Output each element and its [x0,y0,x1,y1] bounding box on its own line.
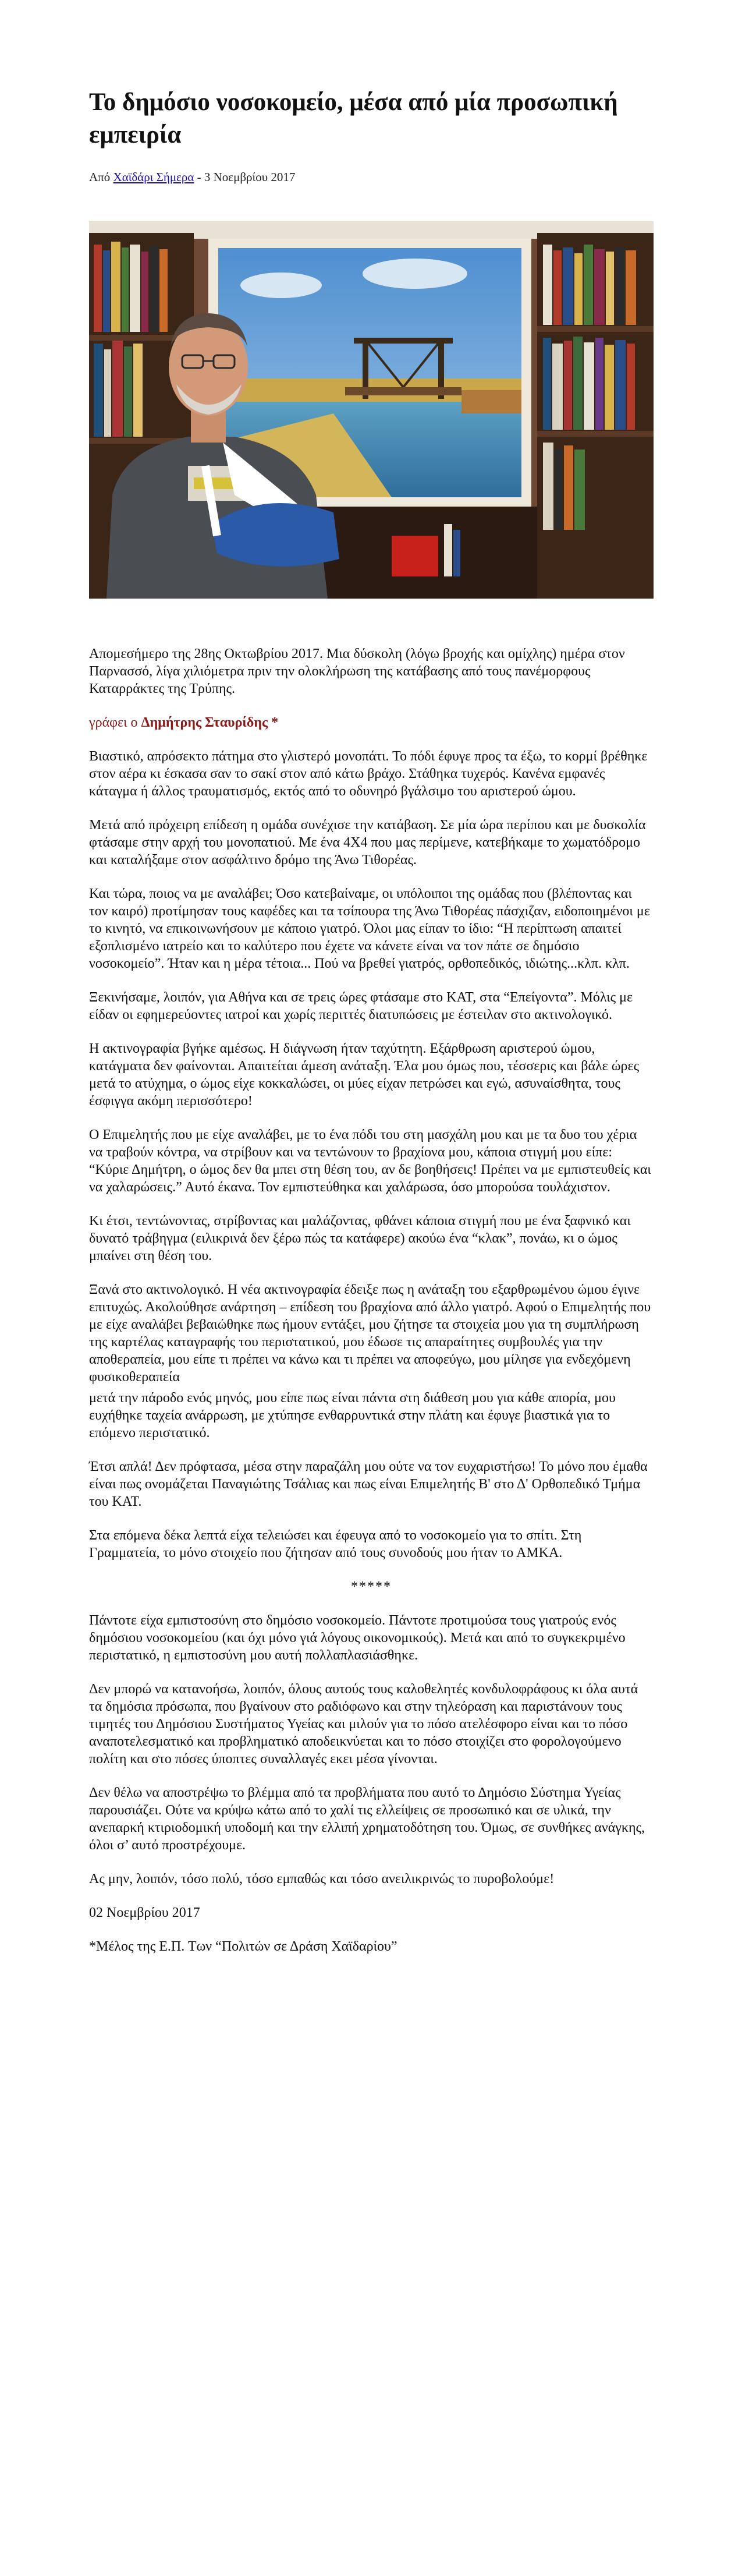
body-paragraph: Δεν μπορώ να κατανοήσω, λοιπόν, όλους αυτούς τους καλοθελητές κονδυλοφράφους κι όλα αυτά τα δημόσια πρόσωπα, που βγαίνουν στο ραδιόφωνο και στην τηλεόραση και παριστάνουν τους τιμητές του Δημόσιου Συστήματος Υγείας και μιλούν για το πόσο ατελέσφορο είναι και το πόσο αναποτελεσματικό και προβληματικό αποδεικνύεται και το πόσο στοιχίζει στο φορολογούμενο πολίτη και στο πόσες ύποπτες συναλλαγές εκει μέσα γίνονται. [89,1682,638,1767]
body-paragraph: Μετά από πρόχειρη επίδεση η ομάδα συνέχισε την κατάβαση. Σε μία ώρα περίπου και με δυσκολία φτάσαμε στην αρχή του μονοπατιού. Με ένα 4Χ4 που μας περίμενε, κατεβήκαμε το χωματόδρομο και καταλήξαμε στον ασφάλτινο δρόμο της Άνω Τιθορέας. [89,818,646,868]
body-paragraph: Η ακτινογραφία βγήκε αμέσως. Η διάγνωση ήταν ταχύτητη. Εξάρθρωση αριστερού ώμου, κατάγματα δεν φαίνονται. Απαιτείται άμεση ανάταξη. Έλα μου όμως που, τέσσερις και βάλε ώρες μετά το ατύχημα, ο ώμος είχε κοκκαλώσει, οι μύες είχαν πετρώσει και εγώ, ασυναίσθητα, τους έσφιγγα ακόμη περισσότερο! [89,1041,640,1109]
byline [89,169,295,185]
article-photo [89,221,654,599]
body-paragraph: μετά την πάροδο ενός μηνός, μου είπε πως είναι πάντα στη διάθεση μου για κάθε απορία, μου ευχήθηκε ταχεία ανάρρωση, με χτύπησε ενθαρρυντικά στην πλάτη και έφυγε βιαστικά για το επόμενο περιστατικό. [89,1390,616,1441]
body-paragraph: Πάντοτε είχα εμπιστοσύνη στο δημόσιο νοσοκομείο. Πάντοτε προτιμούσα τους γιατρούς ενός δημόσιου νοσοκομείου (και όχι μόνο γιά λόγους οικονομικούς). Μετά και από το συγκεκριμένο περιστατικό, η εμπιστοσύνη μου αυτή πολλαπλασιάσθηκε. [89,1613,626,1663]
body-paragraph: Δεν θέλω να αποστρέψω το βλέμμα από τα προβλήματα που αυτό το Δημόσιο Σύστημα Υγείας παρουσιάζει. Ούτε να κρύψω κάτω από το χαλί τις ελλείψεις σε προσωπικό και σε υλικά, την ανεπαρκή κτιριοδομική υποδομή και την ελλιπή χρηματοδότηση του. Όμως, σε συνθήκες ανάγκης, όλοι σ’ αυτό προστρέχουμε. [89,1785,645,1853]
intro-paragraph: Απομεσήμερο της 28ης Οκτωβρίου 2017. Μια δύσκολη (λόγω βροχής και ομίχλης) ημέρα στον Παρνασσό, λίγα χιλιόμετρα πριν την ολοκλήρωση της κατάβασης από τους πανέμορφους Καταρράκτες της Τρύπης. [89,646,625,696]
author-prefix: γράφει ο [89,715,141,730]
byline-prefix: Από [89,170,113,184]
photo-illustration [89,221,654,599]
body-paragraph: Βιαστικό, απρόσεκτο πάτημα στο γλιστερό μονοπάτι. Το πόδι έφυγε προς τα έξω, το κορμί βρέθηκε στον αέρα κι έσκασα σαν το σακί στον από κάτω βράχο. Στάθηκα τυχερός. Κανένα εμφανές κάταγμα ή άλλος τραυματισμός, εκτός από το οδυνηρό βγάλσιμο του αριστερού ώμου. [89,749,648,799]
author-line [89,714,654,731]
byline-date: - 3 Νοεμβρίου 2017 [194,170,296,184]
body-paragraph: Κι έτσι, τεντώνοντας, στρίβοντας και μαλάζοντας, φθάνει κάποια στιγμή που με ένα ξαφνικό και δυνατό τράβηγμα (ειλικρινά δεν ξέρω πώς τα κατάφερε) ακούω ένα “κλακ”, πονάω, κι ο ώμος μπαίνει στη θέση του. [89,1213,631,1264]
body-paragraph: Ο Επιμελητής που με είχε αναλάβει, με το ένα πόδι του στη μασχάλη μου και με τα δυο του χέρια να τραβούν κόντρα, να στρίβουν και να τεντώνουν το βραχίονα μου, κάποια στιγμή μου είπε: “Κύριε Δημήτρη, ο ώμος δεν θα μπει στη θέση του, αν δε βοηθήσεις! Πρέπει να με εμπιστευθείς και να χαλαρώσεις.” Αυτό έκανα. Τον εμπιστεύθηκα και χαλάρωσα, όσο μπορούσα τουλάχιστον. [89,1127,651,1195]
article-title: Το δημόσιο νοσοκομείο, μέσα από μία προσωπική εμπειρία [89,89,618,148]
author-footnote: *Μέλος της Ε.Π. Των “Πολιτών σε Δράση Χαϊδαρίου” [89,1939,397,1954]
section-separator: ***** [351,1579,392,1594]
body-paragraph: Έτσι απλά! Δεν πρόφτασα, μέσα στην παραζάλη μου ούτε να τον ευχαριστήσω! Το μόνο που έμαθα είναι πως ονομάζεται Παναγιώτης Τσάλιας και πως είναι Επιμελητής Β' στο Δ' Ορθοπεδικό Τμήμα του ΚΑΤ. [89,1459,648,1509]
body-paragraph: Ας μην, λοιπόν, τόσο πολύ, τόσο εμπαθώς και τόσο ανειλικρινώς το πυροβολούμε! [89,1871,555,1887]
body-paragraph: Και τώρα, ποιος να με αναλάβει; Όσο κατεβαίναμε, οι υπόλοιποι της ομάδας που (βλέποντας και τον καιρό) προτίμησαν τους καφέδες και τα τσίπουρα της Άνω Τιθορέας πάσχιζαν, ειδοποιημένοι με το κινητό, να επικοινωνήσουν με κάποιο γιατρό. Όλοι μας είπαν το ίδιο: “Η περίπτωση απαιτεί εξοπλισμένο ιατρείο και το καλύτερο που έχετε να κάνετε είναι να τον πάτε σε δημόσιο νοσοκομείο”. Ήταν και η μέρα τέτοια... Πού να βρεθεί γιατρός, ορθοπεδικός, ιδιώτης...κλπ. κλπ. [89,886,650,971]
body-paragraph: Ξεκινήσαμε, λοιπόν, για Αθήνα και σε τρεις ώρες φτάσαμε στο ΚΑΤ, στα “Επείγοντα”. Μόλις με είδαν οι εφημερεύοντες ιατροί και χωρίς περιττές διατυπώσεις με έστειλαν στο ακτινολογικό. [89,990,633,1022]
body-paragraph: Ξανά στο ακτινολογικό. Η νέα ακτινογραφία έδειξε πως η ανάταξη του εξαρθρωμένου ώμου έγινε επιτυχώς. Ακολούθησε ανάρτηση – επίδεση του βραχίονα από άλλο γιατρό. Αφού ο Επιμελητής που με είχε αναλάβει βεβαιώθηκε πως ήμουν εντάξει, μου ζήτησε τα στοιχεία μου για τη συμπλήρωση της καρτέλας καταγραφής του περιστατικού, μου έδωσε τις απαραίτητες συμβουλές για την αποθεραπεία, μου είπε τι πρέπει να κάνω και τι πρέπει να αποφεύγω, μου μίλησε για ενδεχόμενη φυσικοθεραπεία [89,1282,651,1385]
article-date: 02 Νοεμβρίου 2017 [89,1905,200,1920]
article-body [89,645,654,1972]
source-link[interactable]: Χαϊδάρι Σήμερα [113,170,194,184]
author-name: Δημήτρης Σταυρίδης * [141,715,279,730]
body-paragraph: Στα επόμενα δέκα λεπτά είχα τελειώσει και έφευγα από το νοσοκομείο για το σπίτι. Στη Γραμματεία, το μόνο στοιχείο που ζήτησαν από τους συνοδούς μου ήταν το ΑΜΚΑ. [89,1528,582,1561]
